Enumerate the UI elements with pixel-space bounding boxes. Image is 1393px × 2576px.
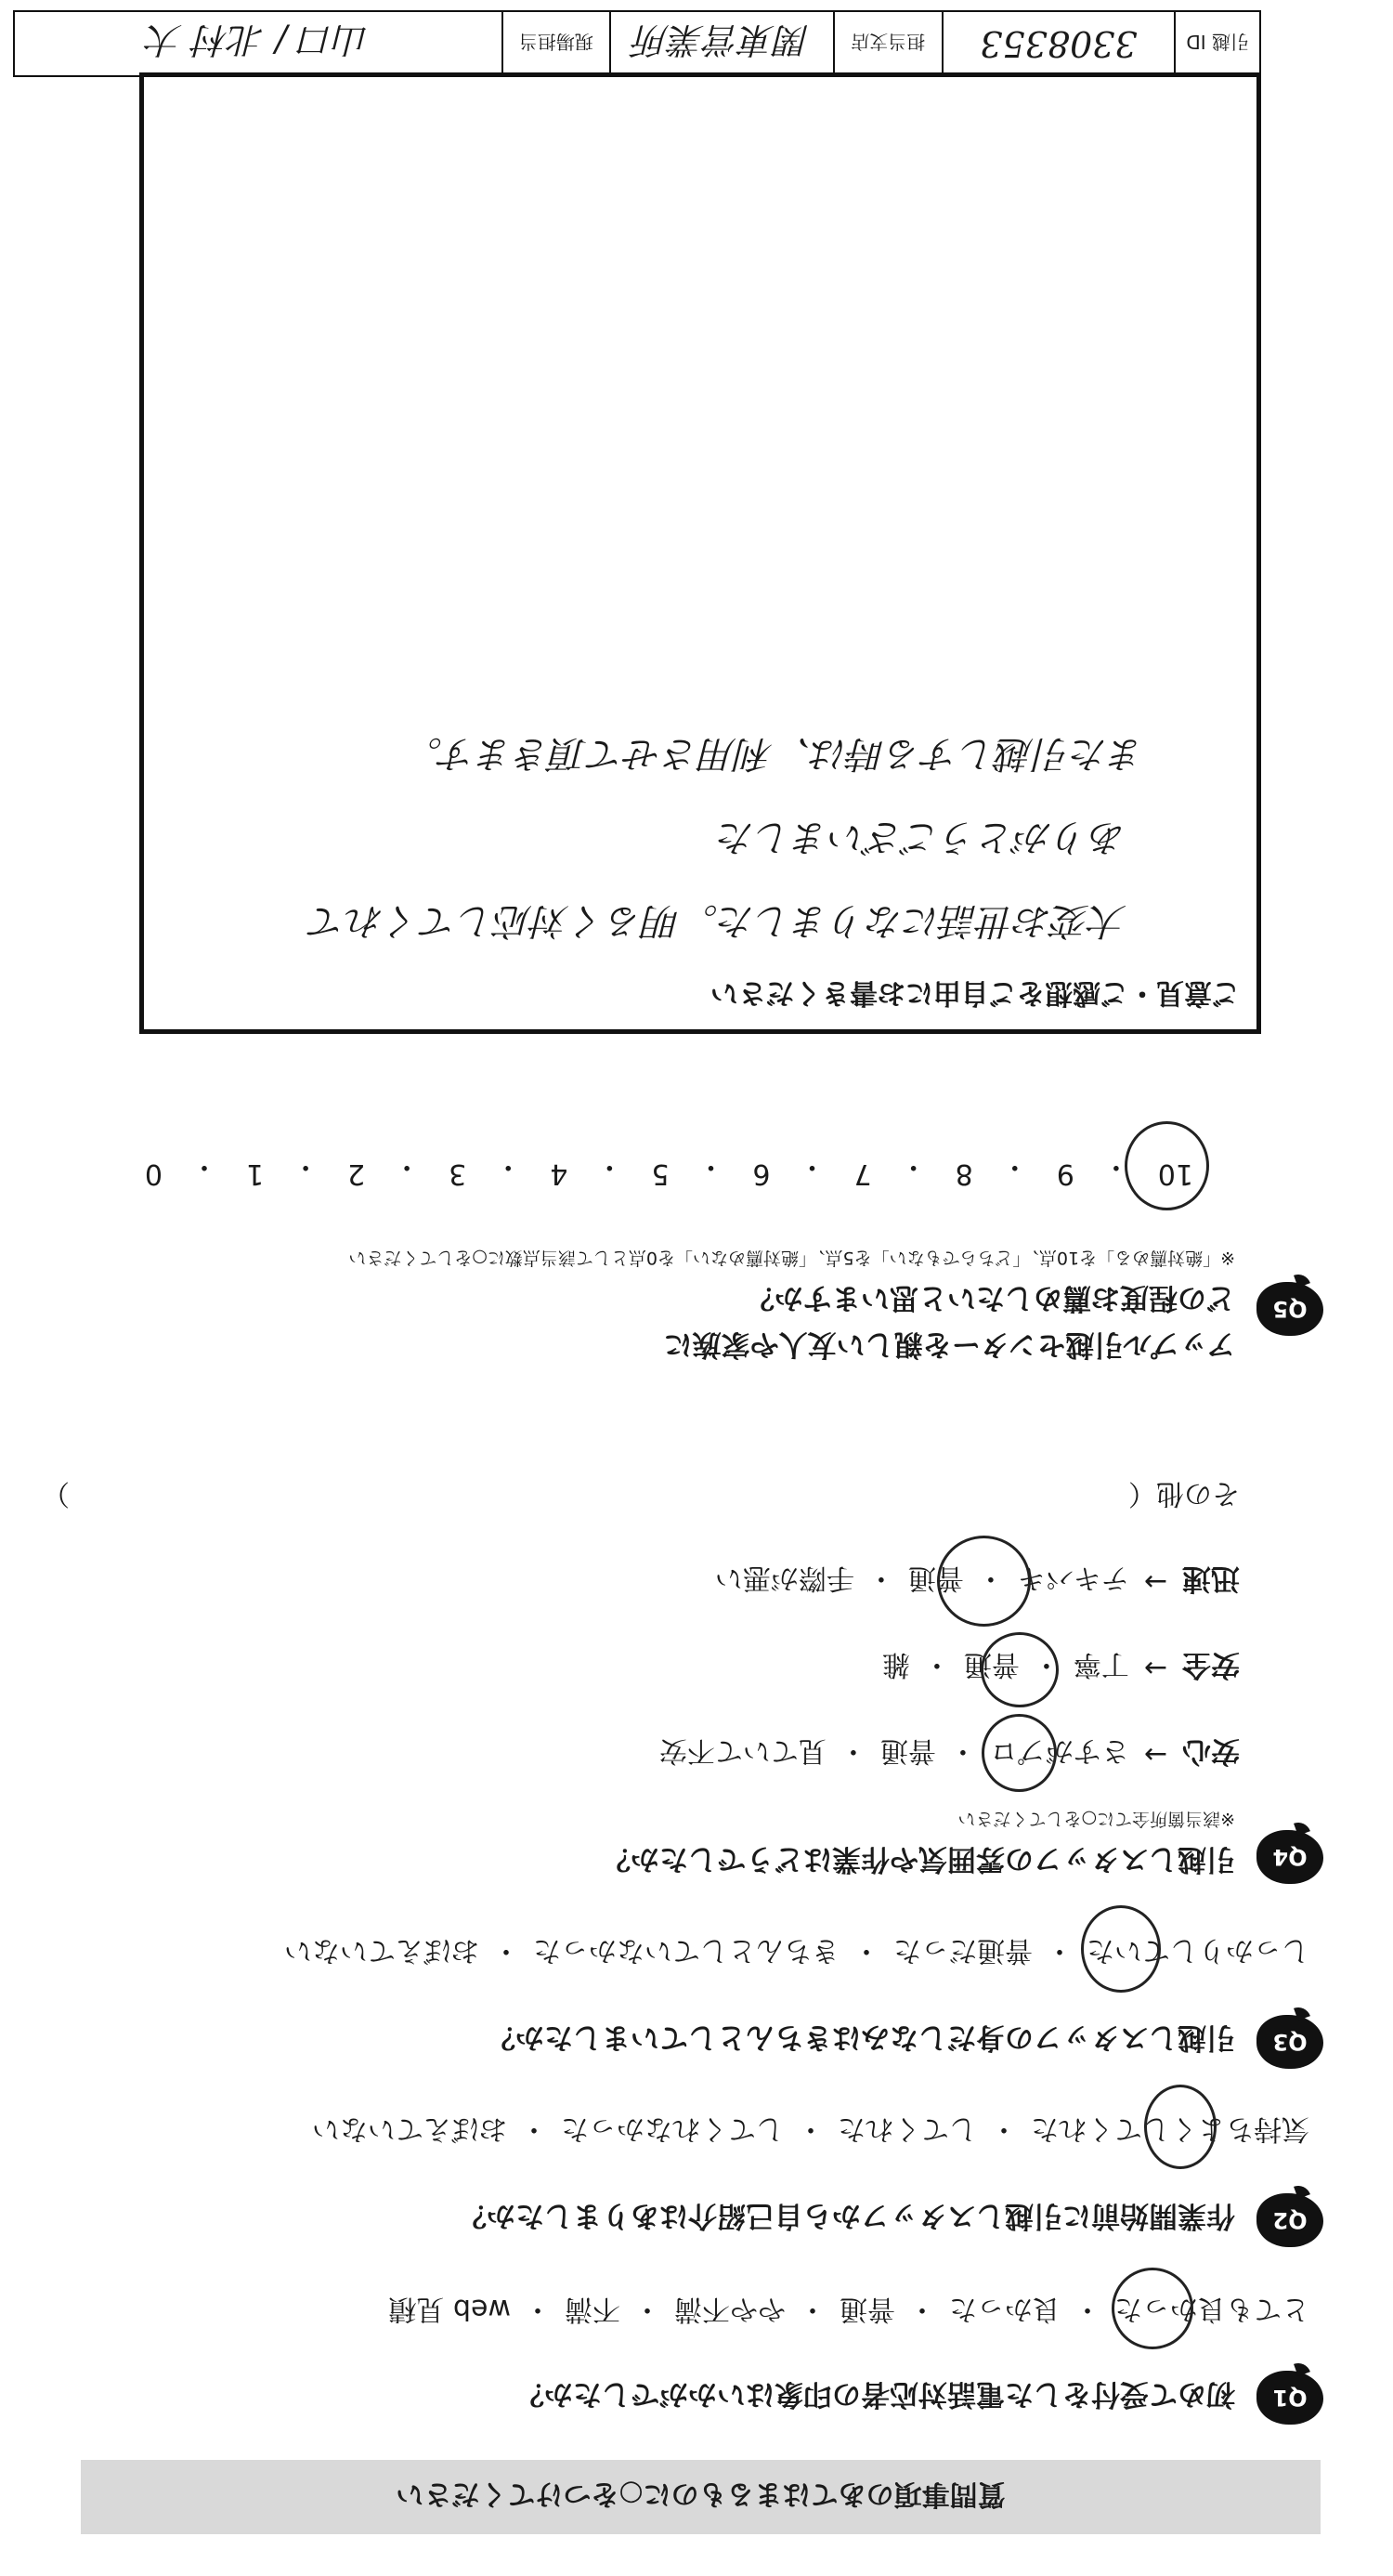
q3-option[interactable]: しっかりしていた — [1087, 1934, 1309, 1967]
q1-option[interactable]: 普通 — [840, 2293, 895, 2325]
q5-text-line2: どの程度お薦めしたいと思いますか？ — [746, 1281, 1235, 1314]
q4-badge: Q4 — [1256, 1830, 1323, 1884]
comment-line: ありがとうございました — [718, 816, 1126, 858]
q4-other — [33, 1476, 1240, 1517]
q3-options: しっかりしていた ・ 普通だった ・ きちんとしていなかった ・ おぼえていない — [284, 1933, 1309, 1974]
q5-score[interactable]: 6 — [752, 1157, 771, 1190]
q5-score[interactable]: 9 — [1056, 1157, 1074, 1190]
q2-text: 作業開始前に引越しスタッフから自己紹介はありましたか？ — [458, 2199, 1235, 2232]
q1-badge: Q1 — [1256, 2371, 1323, 2425]
q2-option[interactable]: 気持ちよくしてくれた — [1031, 2112, 1309, 2145]
q4-other-label: その他（ — [1128, 1477, 1240, 1510]
q4-option[interactable]: 手際が悪い — [714, 1562, 854, 1595]
manager-value: 山口 / 北村 大 — [147, 20, 370, 61]
q4-relief-answer-circle — [982, 1714, 1057, 1792]
q4-speed-answer-circle — [937, 1536, 1031, 1627]
q5-score[interactable]: 2 — [347, 1157, 366, 1190]
q4-row-safety: 安全 → 丁寧 ・ 普通 ・ 雑 — [882, 1647, 1240, 1689]
branch-value: 関東営業所 — [609, 12, 833, 75]
comment-title: ご意見・ご感想をご自由にお書きください — [710, 976, 1240, 1009]
q5-score[interactable]: 10 — [1157, 1157, 1193, 1190]
q1-option[interactable]: とても良かった — [1114, 2293, 1309, 2325]
q4-row-label: 安心 — [1182, 1734, 1240, 1768]
q5-score[interactable]: 8 — [955, 1157, 973, 1190]
comment-line: また引越しする時は、利用させて頂きます。 — [405, 732, 1145, 775]
q5-score[interactable]: 4 — [550, 1157, 568, 1190]
arrow-right-icon: → — [1143, 1565, 1167, 1598]
q4-row-relief: 安心 → さすがプロ ・ 普通 ・ 見ていて不安 — [659, 1733, 1240, 1775]
q3-badge: Q3 — [1256, 2015, 1323, 2069]
q2-option[interactable]: してくれなかった — [561, 2112, 784, 2145]
q1-option[interactable]: 良かった — [949, 2293, 1061, 2325]
q1-text: 初めて受付をした電話対応者の印象はいかがでしたか？ — [515, 2377, 1235, 2411]
q4-other-close: ） — [42, 1477, 70, 1510]
q5-note: ※「絶対薦める」を10点、「どちらでもない」を5点、「絶対薦めない」を0点として該当点数に○をしてください — [348, 1248, 1235, 1268]
q3-text: 引越しスタッフの身だしなみはきちんとしていましたか？ — [487, 2020, 1235, 2054]
q5-badge: Q5 — [1256, 1282, 1323, 1336]
q4-option[interactable]: 丁寧 — [1073, 1648, 1129, 1681]
q4-option[interactable]: 普通 — [879, 1734, 936, 1768]
q3-option[interactable]: 普通だった — [893, 1934, 1033, 1967]
q2-option[interactable]: おぼえていない — [312, 2112, 507, 2145]
q4-option[interactable]: 雑 — [881, 1648, 910, 1681]
q5-answer-circle — [1125, 1121, 1209, 1210]
q4-option[interactable]: 見ていて不安 — [658, 1734, 827, 1768]
manager-label: 現場担当 — [501, 12, 609, 75]
id-label: 引越 ID — [1174, 12, 1259, 75]
q4-row-label: 安全 — [1182, 1648, 1240, 1681]
comment-line: 大変お世話になりました。明るく対応してくれて — [309, 899, 1126, 942]
q4-text: 引越しスタッフの雰囲気や作業はどうでしたか？ — [602, 1842, 1235, 1876]
q1-option[interactable]: やや不満 — [674, 2293, 786, 2325]
q5-text-line1: アップル引越センターを親しい友人や家族に — [663, 1327, 1235, 1361]
q4-option[interactable]: 普通 — [963, 1648, 1020, 1681]
q4-option[interactable]: さすがプロ — [989, 1734, 1129, 1768]
arrow-right-icon: → — [1143, 1652, 1167, 1684]
info-table — [13, 10, 1261, 77]
q3-option[interactable]: おぼえていない — [284, 1934, 479, 1967]
q4-note: ※該当箇所全てに○をしてください — [957, 1809, 1235, 1829]
q4-option[interactable]: テキパキ — [1017, 1562, 1129, 1595]
q5-score[interactable]: 5 — [651, 1157, 670, 1190]
q2-options: 気持ちよくしてくれた ・ してくれた ・ してくれなかった ・ おぼえていない — [312, 2112, 1309, 2152]
q4-option[interactable]: 普通 — [907, 1562, 964, 1595]
q1-options: とても良かった ・ 良かった ・ 普通 ・ やや不満 ・ 不満 ・ web 見積 — [388, 2292, 1309, 2333]
id-value: 3308353 — [942, 12, 1175, 75]
q1-option[interactable]: web 見積 — [388, 2293, 511, 2325]
q4-row-label: 迅速 — [1182, 1562, 1240, 1595]
q5-score[interactable]: 7 — [853, 1157, 872, 1190]
q1-answer-circle — [1112, 2268, 1193, 2349]
q3-option[interactable]: きちんとしていなかった — [533, 1934, 840, 1967]
q5-score[interactable]: 3 — [449, 1157, 467, 1190]
q3-answer-circle — [1081, 1905, 1161, 1993]
q1-option[interactable]: 不満 — [565, 2293, 620, 2325]
q2-option[interactable]: してくれた — [838, 2112, 977, 2145]
q4-safety-answer-circle — [981, 1632, 1059, 1707]
q5-score[interactable]: 1 — [245, 1157, 265, 1190]
q4-row-speed: 迅速 → テキパキ ・ 普通 ・ 手際が悪い — [715, 1561, 1240, 1602]
instruction-banner: 質問事項のあてはまるものに○をつけてください — [81, 2460, 1321, 2534]
q2-answer-circle — [1144, 2085, 1217, 2169]
branch-label: 担当支店 — [833, 12, 941, 75]
q5-score[interactable]: 0 — [144, 1157, 163, 1190]
q5-scale: 10 ・ 9 ・ 8 ・ 7 ・ 6 ・ 5 ・ 4 ・ 3 ・ 2 ・ 1 ・ 0 — [144, 1150, 1193, 1190]
comment-box[interactable] — [139, 72, 1261, 1034]
arrow-right-icon: → — [1143, 1738, 1167, 1771]
q2-badge: Q2 — [1256, 2193, 1323, 2247]
